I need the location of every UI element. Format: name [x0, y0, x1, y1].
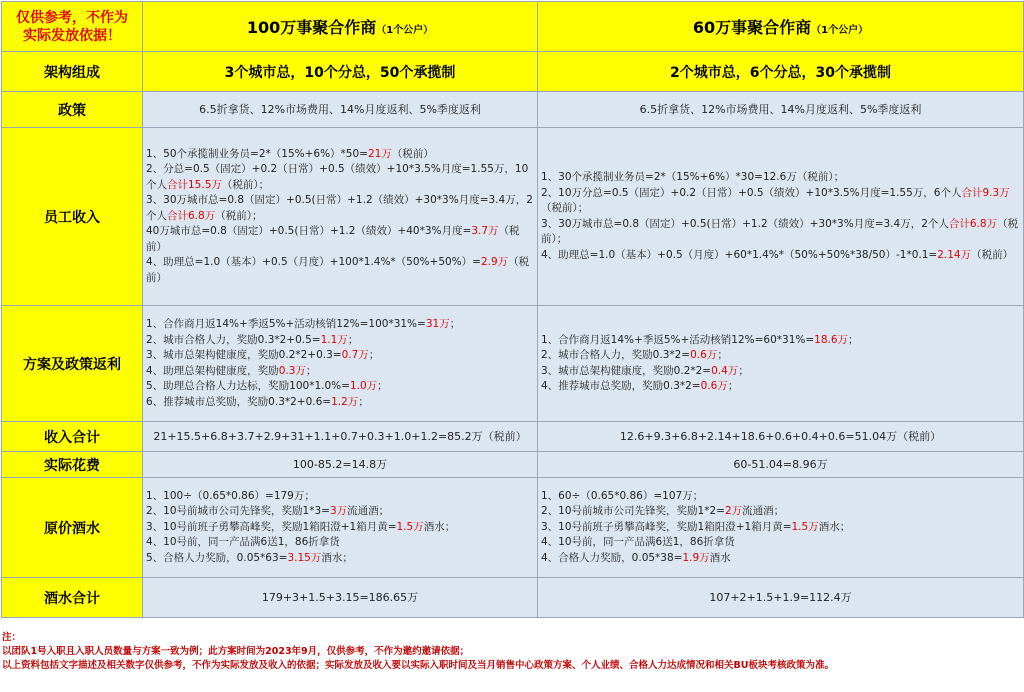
highlight-value: 2.14万	[937, 248, 972, 261]
item-text: 3、30万城市总=0.8（固定）+0.5(日常）+1.2（绩效）+30*3%月度=3.4万，2个人	[541, 217, 949, 230]
list-item	[146, 162, 534, 193]
disclaimer-cell	[2, 2, 143, 52]
item-text: 6、推荐城市总奖励，奖励0.3*2+0.6=	[146, 395, 332, 408]
item-suffix: 流通酒；	[742, 505, 785, 518]
list-item	[541, 186, 1020, 217]
disclaimer-line-1: 仅供参考，不作为	[16, 9, 128, 26]
row-label-income: 员工收入	[2, 128, 143, 306]
item-suffix: 酒水；	[423, 520, 456, 533]
structure-60w: 2个城市总，6个分总，30个承揽制	[538, 52, 1024, 92]
list-item	[146, 395, 534, 411]
item-suffix: ；	[449, 318, 461, 330]
footnote-line-1: 以团队1号入职且入职人员数量与方案一致为例；此方案时间为2023年9月，仅供参考，不作为邀约邀请依据；	[2, 646, 470, 657]
item-suffix: 酒水；	[321, 551, 353, 564]
item-suffix: 酒水	[709, 551, 731, 564]
income-total-100w: 21+15.5+6.8+3.7+2.9+31+1.1+0.7+0.3+1.0+1.2=85.2万（税前）	[143, 422, 538, 452]
highlight-value: 21万	[367, 147, 392, 160]
row-label-actual-cost: 实际花费	[2, 452, 143, 478]
highlight-value: 1.9万	[682, 551, 710, 564]
list-item	[146, 317, 534, 333]
list-item	[541, 364, 1020, 380]
actual-cost-100w: 100-85.2=14.8万	[143, 452, 538, 478]
item-suffix: ；	[738, 364, 749, 377]
item-text: 2、分总=0.5（固定）+0.2（日常）+0.5（绩效）+10*3.5%月度=1.55万，10个人	[146, 163, 529, 191]
highlight-value: 18.6万	[814, 333, 849, 346]
footnote	[2, 631, 1022, 673]
item-text: 4、10号前，同一产品满6送1，86折拿货	[146, 536, 340, 549]
liquor-total-60w: 107+2+1.5+1.9=112.4万	[538, 578, 1024, 618]
list-item	[541, 333, 1020, 349]
column-header-100w	[143, 2, 538, 52]
item-suffix: ；	[848, 333, 859, 346]
item-text: 40万城市总=0.8（固定）+0.5(日常）+1.2（绩效）+40*3%月度=	[146, 225, 472, 238]
policy-100w: 6.5折拿货、12%市场费用、14%月度返利、5%季度返利	[143, 92, 538, 128]
item-text: 4、助理总架构健康度，奖励	[146, 364, 279, 377]
list-item	[146, 333, 534, 349]
highlight-value: 1.1万	[320, 333, 348, 346]
item-text: 4、合格人力奖励，0.05*38=	[541, 551, 683, 564]
row-label-rebate: 方案及政策返利	[2, 306, 143, 422]
highlight-value: 2.9万	[480, 256, 509, 269]
item-text: 5、助理总合格人力达标，奖励100*1.0%=	[146, 380, 350, 392]
item-suffix: （税前）；	[541, 202, 589, 214]
comparison-table	[1, 1, 1024, 618]
list-item	[541, 248, 1020, 264]
highlight-value: 1.5万	[396, 520, 424, 533]
highlight-value: 1.0万	[349, 380, 378, 392]
item-text: 1、100÷（0.65*0.86）=179万；	[146, 489, 315, 502]
item-suffix: （税前）；	[215, 209, 263, 222]
highlight-value: 合计15.5万	[167, 178, 222, 191]
list-item	[146, 551, 534, 567]
liquor-100w	[143, 478, 538, 578]
header-row	[2, 2, 1024, 52]
row-label-income-total: 收入合计	[2, 422, 143, 452]
item-text: 3、城市总架构健康度，奖励0.2*2+0.3=	[146, 349, 342, 361]
list-item	[146, 379, 534, 395]
row-income	[2, 128, 1024, 306]
item-text: 2、城市合格人力，奖励0.3*2+0.5=	[146, 333, 321, 346]
highlight-value: 0.4万	[711, 364, 739, 377]
list-item	[146, 224, 534, 255]
item-suffix: ；	[377, 380, 388, 392]
list-item	[541, 170, 1020, 186]
item-text: 1、50个承揽制业务员=2*（15%+6%）*50=	[146, 147, 368, 160]
income-60w	[538, 128, 1024, 306]
highlight-value: 2万	[724, 505, 743, 518]
list-item	[146, 535, 534, 551]
item-text: 2、10号前城市公司先锋奖，奖励1*2=	[541, 505, 725, 518]
list-item	[541, 489, 1020, 505]
item-text: 2、10号前城市公司先锋奖，奖励1*3=	[146, 505, 330, 518]
rebate-100w	[143, 306, 538, 422]
item-suffix: ；	[368, 349, 380, 361]
income-total-60w: 12.6+9.3+6.8+2.14+18.6+0.6+0.4+0.6=51.04万（税前）	[538, 422, 1024, 452]
list-item	[541, 551, 1020, 567]
column-subtitle-60w: （1个公户）	[811, 25, 869, 36]
list-item	[146, 504, 534, 520]
item-suffix: ；	[727, 380, 739, 392]
highlight-value: 合计6.8万	[167, 209, 216, 222]
row-rebate	[2, 306, 1024, 422]
highlight-value: 1.2万	[331, 395, 359, 408]
highlight-value: 3万	[329, 505, 348, 518]
item-suffix: ；	[305, 364, 317, 377]
row-liquor-total	[2, 578, 1024, 618]
item-suffix: （税前）	[971, 248, 1014, 261]
list-item	[146, 193, 534, 224]
list-item	[541, 348, 1020, 364]
item-suffix: ；	[347, 333, 359, 346]
structure-100w: 3个城市总，10个分总，50个承揽制	[143, 52, 538, 92]
row-label-policy: 政策	[2, 92, 143, 128]
row-actual-cost	[2, 452, 1024, 478]
disclaimer-line-2: 实际发放依据！	[23, 27, 121, 44]
item-suffix: （税前）；	[221, 178, 270, 191]
item-text: 1、合作商月返14%+季返5%+活动核销12%=60*31%=	[541, 333, 815, 346]
highlight-value: 0.6万	[690, 349, 718, 361]
policy-60w: 6.5折拿货、12%市场费用、14%月度返利、5%季度返利	[538, 92, 1024, 128]
item-text: 4、助理总=1.0（基本）+0.5（月度）+100*1.4%*（50%+50%）=	[146, 256, 481, 269]
row-income-total	[2, 422, 1024, 452]
item-text: 4、助理总=1.0（基本）+0.5（月度）+60*1.4%*（50%+50%*38/50）-1*0.1=	[541, 248, 938, 261]
list-item	[146, 489, 534, 505]
column-header-60w	[538, 2, 1024, 52]
list-item	[146, 520, 534, 536]
item-text: 1、60÷（0.65*0.86）=107万；	[541, 489, 704, 502]
actual-cost-60w: 60-51.04=8.96万	[538, 452, 1024, 478]
row-liquor	[2, 478, 1024, 578]
footnote-title: 注：	[2, 632, 22, 643]
item-suffix: （税前）；	[541, 217, 1019, 245]
highlight-value: 0.3万	[278, 364, 306, 377]
highlight-value: 3.15万	[287, 551, 322, 564]
highlight-value: 合计6.8万	[948, 217, 998, 230]
column-title-60w: 60万事聚合作商	[692, 18, 812, 37]
list-item	[541, 504, 1020, 520]
row-structure	[2, 52, 1024, 92]
highlight-value: 3.7万	[471, 225, 499, 238]
row-label-liquor: 原价酒水	[2, 478, 143, 578]
highlight-value: 1.5万	[791, 520, 819, 533]
liquor-60w	[538, 478, 1024, 578]
item-text: 1、合作商月返14%+季返5%+活动核销12%=100*31%=	[146, 318, 426, 330]
item-text: 2、城市合格人力，奖励0.3*2=	[541, 349, 691, 361]
list-item	[146, 147, 534, 163]
item-suffix: ；	[358, 395, 369, 408]
list-item	[541, 217, 1020, 248]
item-suffix: 流通酒；	[347, 505, 390, 518]
item-suffix: （税前）	[146, 256, 530, 284]
highlight-value: 0.7万	[341, 349, 369, 361]
item-text: 5、合格人力奖励，0.05*63=	[146, 551, 288, 564]
list-item	[541, 535, 1020, 551]
item-text: 4、推荐城市总奖励，奖励0.3*2=	[541, 380, 701, 392]
highlight-value: 31万	[425, 318, 450, 330]
item-text: 3、10号前班子勇攀高峰奖，奖励1箱阳澄+1箱月黄=	[146, 520, 397, 533]
column-subtitle-100w: （1个公户）	[376, 25, 434, 36]
list-item	[541, 379, 1020, 395]
item-suffix: （税前）	[146, 225, 520, 253]
row-label-liquor-total: 酒水合计	[2, 578, 143, 618]
list-item	[146, 348, 534, 364]
item-text: 3、10号前班子勇攀高峰奖，奖励1箱阳澄+1箱月黄=	[541, 520, 792, 533]
item-text: 4、10号前，同一产品满6送1，86折拿货	[541, 536, 735, 549]
liquor-total-100w: 179+3+1.5+3.15=186.65万	[143, 578, 538, 618]
item-text: 3、城市总架构健康度，奖励0.2*2=	[541, 364, 712, 377]
list-item	[541, 520, 1020, 536]
item-suffix: ；	[717, 349, 728, 361]
footnote-line-2: 以上资料包括文字描述及相关数字仅供参考，不作为实际发放及收入的依据；实际发放及收入要以实际入职时间及当月销售中心政策方案、个人业绩、合格人力达成情况和相关BU板块考核政策为准。	[2, 660, 834, 671]
highlight-value: 合计9.3万	[961, 186, 1010, 199]
item-suffix: （税前）	[391, 147, 434, 160]
column-title-100w: 100万事聚合作商	[246, 18, 377, 37]
highlight-value: 0.6万	[700, 380, 728, 392]
rebate-60w	[538, 306, 1024, 422]
row-label-structure: 架构组成	[2, 52, 143, 92]
list-item	[146, 255, 534, 286]
item-text: 2、10万分总=0.5（固定）+0.2（日常）+0.5（绩效）+10*3.5%月度=1.55万，6个人	[541, 186, 962, 199]
item-suffix: 酒水；	[818, 520, 851, 533]
income-100w	[143, 128, 538, 306]
list-item	[146, 364, 534, 380]
item-text: 1、30个承揽制业务员=2*（15%+6%）*30=12.6万（税前）；	[541, 171, 845, 183]
item-text: 3、30万城市总=0.8（固定）+0.5(日常）+1.2（绩效）+30*3%月度=3.4万，2个人	[146, 194, 533, 222]
row-policy	[2, 92, 1024, 128]
